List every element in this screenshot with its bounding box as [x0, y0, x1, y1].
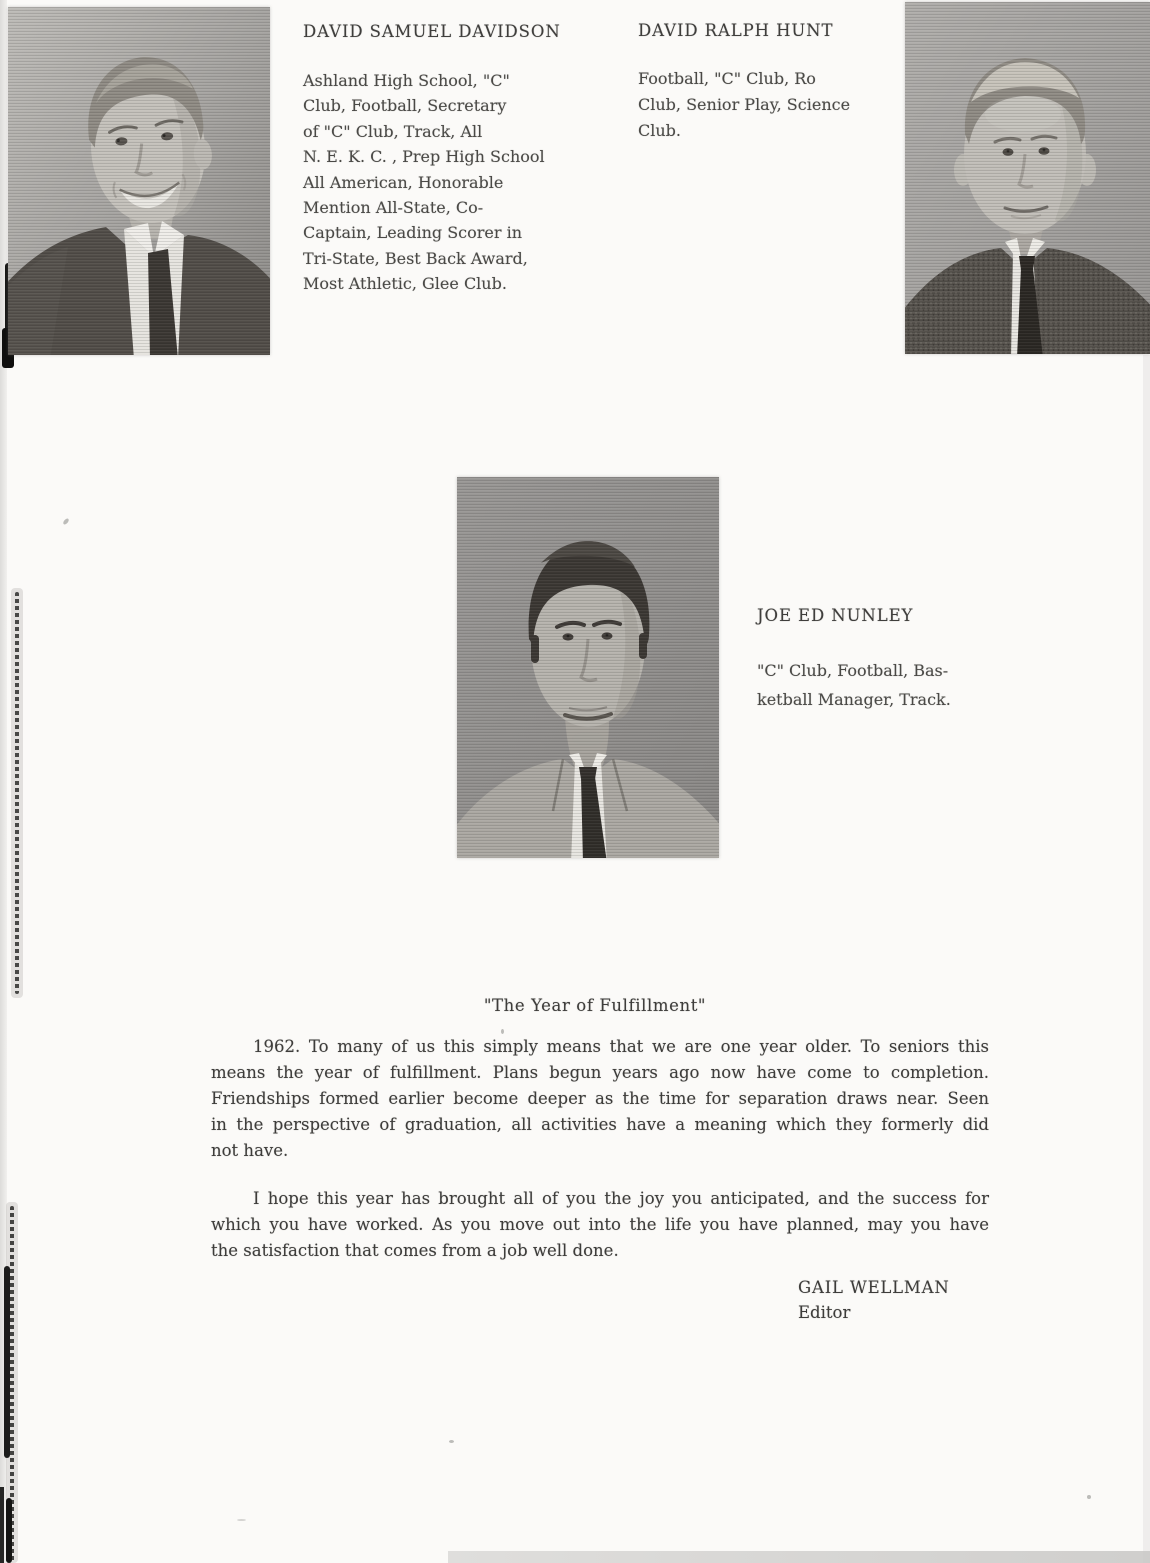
text-line: ketball Manager, Track. — [757, 690, 951, 709]
text-line: All American, Honorable — [303, 172, 504, 192]
scan-shadow-bottom — [448, 1551, 1150, 1563]
text-line: of "C" Club, Track, All — [303, 121, 483, 141]
message-paragraph-1 — [211, 1034, 989, 1164]
text-line: Friendships formed earlier become deeper as the time for separation draws near. Seen — [211, 1089, 989, 1108]
portrait-photo-davidson — [8, 7, 270, 355]
text-line: which you have worked. As you move out into the life you have planned, may you have — [211, 1215, 989, 1234]
student-name-davidson: DAVID SAMUEL DAVIDSON — [303, 22, 561, 41]
student-activities-davidson — [303, 68, 545, 297]
signature-role: Editor — [798, 1303, 851, 1322]
text-line: Mention All-State, Co- — [303, 198, 484, 218]
text-line: Football, "C" Club, Ro — [638, 69, 816, 88]
signature-block — [798, 1275, 950, 1325]
portrait-illustration-hunt — [905, 2, 1150, 354]
scan-speck — [449, 1440, 454, 1443]
student-activities-hunt — [638, 66, 850, 144]
text-line: 1962. To many of us this simply means that we are one year older. To seniors this — [253, 1037, 989, 1056]
portrait-illustration-davidson — [8, 7, 270, 355]
message-paragraph-2 — [211, 1186, 989, 1264]
text-line: Club, Senior Play, Science — [638, 95, 851, 114]
binding-ink-mark — [6, 1498, 12, 1563]
signature-name: GAIL WELLMAN — [798, 1278, 950, 1297]
text-line: Club. — [638, 121, 681, 140]
text-line: means the year of fulfillment. Plans begun years ago now have come to completion. — [211, 1063, 989, 1082]
text-line: Most Athletic, Glee Club. — [303, 274, 507, 294]
text-line: in the perspective of graduation, all activities have a meaning which they formerly did — [211, 1115, 989, 1134]
page-edge-shadow-right — [1143, 355, 1150, 1563]
binding-shadow-lower — [6, 1202, 18, 1563]
student-name-nunley: JOE ED NUNLEY — [757, 606, 914, 625]
text-line: N. E. K. C. , Prep High School — [303, 147, 545, 167]
message-title: "The Year of Fulfillment" — [483, 996, 707, 1015]
binding-shadow-upper — [11, 588, 23, 998]
portrait-photo-hunt — [905, 2, 1150, 354]
scan-speck — [62, 518, 70, 526]
portrait-photo-nunley — [457, 477, 719, 858]
text-line: "C" Club, Football, Bas- — [757, 661, 949, 680]
page-edge-shadow-left — [0, 0, 7, 1563]
text-line: not have. — [211, 1141, 289, 1160]
portrait-illustration-nunley — [457, 477, 719, 858]
text-line: Club, Football, Secretary — [303, 96, 507, 116]
scan-speck — [237, 1519, 246, 1521]
binding-stitches-lower — [10, 1206, 14, 1563]
scan-speck — [1087, 1495, 1091, 1499]
student-name-hunt: DAVID RALPH HUNT — [638, 21, 834, 40]
text-line: Captain, Leading Scorer in — [303, 223, 523, 243]
text-line: I hope this year has brought all of you the joy you anticipated, and the success for — [253, 1189, 989, 1208]
student-activities-nunley — [757, 656, 951, 714]
binding-ink-mark — [4, 1266, 10, 1458]
text-line: Tri-State, Best Back Award, — [303, 248, 528, 268]
binding-stitches-upper — [15, 592, 19, 994]
text-line: the satisfaction that comes from a job well done. — [211, 1241, 619, 1260]
text-line: Ashland High School, "C" — [303, 71, 510, 90]
scan-edge-line — [0, 1487, 4, 1563]
